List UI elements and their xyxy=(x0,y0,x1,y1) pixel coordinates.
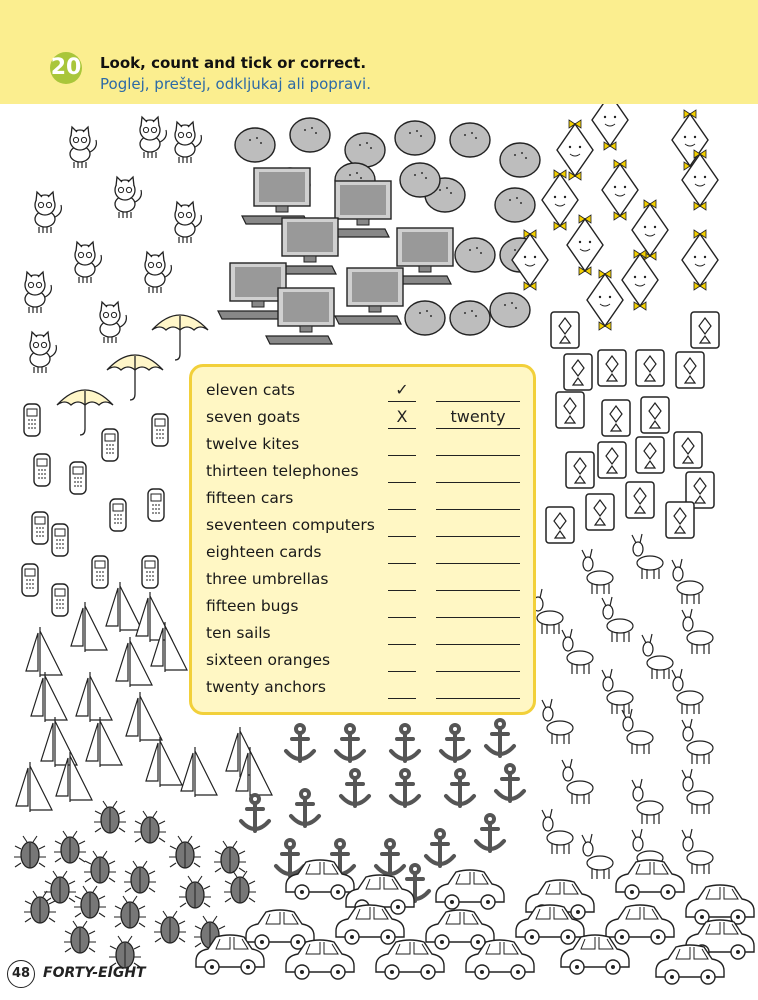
page-number: 48 xyxy=(7,960,35,988)
goat-icon xyxy=(672,669,703,714)
sail-icon xyxy=(71,602,107,652)
kite-icon xyxy=(557,120,593,180)
orange-icon xyxy=(500,143,540,177)
orange-icon xyxy=(395,121,435,155)
card-icon xyxy=(602,400,630,436)
bug-icon xyxy=(14,836,46,868)
orange-icon xyxy=(345,133,385,167)
tick-blank[interactable]: ✓ xyxy=(388,379,416,402)
kite-icon xyxy=(587,270,623,330)
card-icon xyxy=(691,312,719,348)
correction-blank[interactable] xyxy=(436,433,520,456)
correction-blank[interactable] xyxy=(436,622,520,645)
kite-icon xyxy=(622,250,658,310)
orange-icon xyxy=(455,238,495,272)
answer-row xyxy=(192,568,539,594)
answer-row xyxy=(192,676,539,702)
car-icon xyxy=(286,860,354,899)
anchor-icon xyxy=(486,720,514,756)
umbrella-icon xyxy=(152,315,208,360)
cat-icon xyxy=(140,117,166,158)
cat-icon xyxy=(75,242,101,283)
correction-blank[interactable] xyxy=(436,568,520,591)
instruction-english: Look, count and tick or correct. xyxy=(100,54,367,72)
row-label: three umbrellas xyxy=(206,570,329,588)
row-label: seven goats xyxy=(206,408,301,426)
bug-icon xyxy=(154,911,186,943)
row-label: sixteen oranges xyxy=(206,651,331,669)
bug-icon xyxy=(224,871,256,903)
goat-icon xyxy=(622,709,653,754)
car-icon xyxy=(616,860,684,899)
row-label: twelve kites xyxy=(206,435,300,453)
card-icon xyxy=(641,397,669,433)
orange-icon xyxy=(405,301,445,335)
card-icon xyxy=(556,392,584,428)
car-icon xyxy=(376,940,444,979)
orange-icon xyxy=(450,301,490,335)
answer-row xyxy=(192,622,539,648)
goat-icon xyxy=(582,834,613,879)
page-number-word: FORTY-EIGHT xyxy=(43,965,146,981)
telephone-icon xyxy=(102,429,118,461)
bug-icon xyxy=(214,841,246,873)
cat-icon xyxy=(30,332,56,373)
cat-icon xyxy=(100,302,126,343)
car-icon xyxy=(426,910,494,949)
computer-icon xyxy=(335,268,403,324)
answer-panel xyxy=(189,364,536,715)
goat-icon xyxy=(682,609,713,654)
cat-icon xyxy=(70,127,96,168)
goat-icon xyxy=(602,597,633,642)
telephone-icon xyxy=(148,489,164,521)
computer-icon xyxy=(218,263,286,319)
sail-icon xyxy=(31,672,67,722)
telephone-icon xyxy=(142,556,158,588)
sail-icon xyxy=(76,672,112,722)
telephone-icon xyxy=(52,524,68,556)
card-icon xyxy=(586,494,614,530)
tick-blank[interactable] xyxy=(388,487,416,510)
cat-icon xyxy=(175,122,201,163)
sail-icon xyxy=(116,637,152,687)
correction-blank[interactable] xyxy=(436,649,520,672)
anchor-icon xyxy=(336,725,364,761)
anchor-icon xyxy=(376,840,404,876)
sail-icon xyxy=(181,747,217,797)
row-label: fifteen cars xyxy=(206,489,294,507)
goat-icon xyxy=(562,759,593,804)
card-icon xyxy=(598,442,626,478)
orange-icon xyxy=(400,163,440,197)
anchor-icon xyxy=(391,770,419,806)
anchor-icon xyxy=(341,770,369,806)
telephone-icon xyxy=(22,564,38,596)
orange-icon xyxy=(235,128,275,162)
orange-icon xyxy=(495,188,535,222)
answer-row xyxy=(192,379,539,405)
telephone-icon xyxy=(32,512,48,544)
row-label: seventeen computers xyxy=(206,516,375,534)
bug-icon xyxy=(179,876,211,908)
sail-icon xyxy=(16,762,52,812)
answer-row xyxy=(192,433,539,459)
goat-icon xyxy=(602,669,633,714)
kite-icon xyxy=(567,215,603,275)
row-label: eighteen cards xyxy=(206,543,322,561)
answer-row xyxy=(192,514,539,540)
anchor-icon xyxy=(286,725,314,761)
goat-icon xyxy=(582,549,613,594)
cat-icon xyxy=(25,272,51,313)
sail-icon xyxy=(126,692,162,742)
goat-icon xyxy=(682,769,713,814)
row-label: ten sails xyxy=(206,624,271,642)
car-icon xyxy=(606,905,674,944)
instruction-slovene: Poglej, preštej, odkljukaj ali popravi. xyxy=(100,75,371,93)
bug-icon xyxy=(84,851,116,883)
goat-icon xyxy=(542,699,573,744)
card-icon xyxy=(666,502,694,538)
card-icon xyxy=(636,437,664,473)
cat-icon xyxy=(35,192,61,233)
answer-row xyxy=(192,487,539,513)
bug-icon xyxy=(44,871,76,903)
bug-icon xyxy=(134,811,166,843)
kite-icon xyxy=(602,160,638,220)
sail-icon xyxy=(146,737,182,787)
car-icon xyxy=(686,885,754,924)
sail-icon xyxy=(86,717,122,767)
card-icon xyxy=(674,432,702,468)
tick-blank[interactable] xyxy=(388,595,416,618)
correction-blank[interactable] xyxy=(436,541,520,564)
correction-blank[interactable]: twenty xyxy=(436,406,520,429)
kite-icon xyxy=(592,104,628,150)
bug-icon xyxy=(124,861,156,893)
bug-icon xyxy=(74,886,106,918)
kite-icon xyxy=(682,230,718,290)
card-icon xyxy=(636,350,664,386)
anchor-icon xyxy=(441,725,469,761)
telephone-icon xyxy=(70,462,86,494)
card-icon xyxy=(546,507,574,543)
answer-row xyxy=(192,460,539,486)
anchor-icon xyxy=(291,790,319,826)
goat-icon xyxy=(542,809,573,854)
tick-blank[interactable]: X xyxy=(388,406,416,429)
computer-icon xyxy=(242,168,310,224)
card-icon xyxy=(566,452,594,488)
sail-icon xyxy=(106,582,142,632)
exercise-number-badge: 20 xyxy=(50,52,82,84)
car-icon xyxy=(436,870,504,909)
card-icon xyxy=(626,482,654,518)
answer-row xyxy=(192,541,539,567)
tick-blank[interactable] xyxy=(388,433,416,456)
bug-icon xyxy=(54,831,86,863)
correction-blank[interactable] xyxy=(436,487,520,510)
anchor-icon xyxy=(241,795,269,831)
goat-icon xyxy=(632,779,663,824)
bug-icon xyxy=(169,836,201,868)
correction-blank[interactable] xyxy=(436,595,520,618)
exercise-header xyxy=(0,0,758,104)
card-icon xyxy=(564,354,592,390)
tick-blank[interactable] xyxy=(388,622,416,645)
orange-icon xyxy=(290,118,330,152)
telephone-icon xyxy=(110,499,126,531)
anchor-icon xyxy=(391,725,419,761)
umbrella-icon xyxy=(107,355,163,400)
correction-blank[interactable] xyxy=(436,676,520,699)
row-label: fifteen bugs xyxy=(206,597,299,615)
telephone-icon xyxy=(24,404,40,436)
tick-blank[interactable] xyxy=(388,541,416,564)
tick-blank[interactable] xyxy=(388,568,416,591)
goat-icon xyxy=(672,559,703,604)
anchor-icon xyxy=(476,815,504,851)
answer-row xyxy=(192,595,539,621)
goat-icon xyxy=(632,534,663,579)
goat-icon xyxy=(562,629,593,674)
row-label: eleven cats xyxy=(206,381,296,399)
orange-icon xyxy=(490,293,530,327)
anchor-icon xyxy=(496,765,524,801)
card-icon xyxy=(551,312,579,348)
tick-blank[interactable] xyxy=(388,514,416,537)
card-icon xyxy=(676,352,704,388)
bug-icon xyxy=(114,896,146,928)
anchor-icon xyxy=(426,830,454,866)
telephone-icon xyxy=(34,454,50,486)
correction-blank[interactable] xyxy=(436,379,520,402)
goat-icon xyxy=(642,634,673,679)
orange-icon xyxy=(450,123,490,157)
anchor-icon xyxy=(446,770,474,806)
card-icon xyxy=(598,350,626,386)
umbrella-icon xyxy=(57,390,113,435)
bug-icon xyxy=(24,891,56,923)
row-label: thirteen telephones xyxy=(206,462,359,480)
answer-row xyxy=(192,406,539,432)
bug-icon xyxy=(109,936,141,968)
goat-icon xyxy=(682,829,713,874)
tick-blank[interactable] xyxy=(388,460,416,483)
cat-icon xyxy=(175,202,201,243)
cat-icon xyxy=(115,177,141,218)
goat-icon xyxy=(682,719,713,764)
cat-icon xyxy=(145,252,171,293)
telephone-icon xyxy=(92,556,108,588)
sail-icon xyxy=(26,627,62,677)
tick-blank[interactable] xyxy=(388,649,416,672)
correction-blank[interactable] xyxy=(436,514,520,537)
kite-icon xyxy=(542,170,578,230)
answer-row xyxy=(192,649,539,675)
bug-icon xyxy=(64,921,96,953)
telephone-icon xyxy=(52,584,68,616)
tick-blank[interactable] xyxy=(388,676,416,699)
telephone-icon xyxy=(152,414,168,446)
kite-icon xyxy=(632,200,668,260)
bug-icon xyxy=(94,801,126,833)
row-label: twenty anchors xyxy=(206,678,326,696)
car-icon xyxy=(246,910,314,949)
correction-blank[interactable] xyxy=(436,460,520,483)
